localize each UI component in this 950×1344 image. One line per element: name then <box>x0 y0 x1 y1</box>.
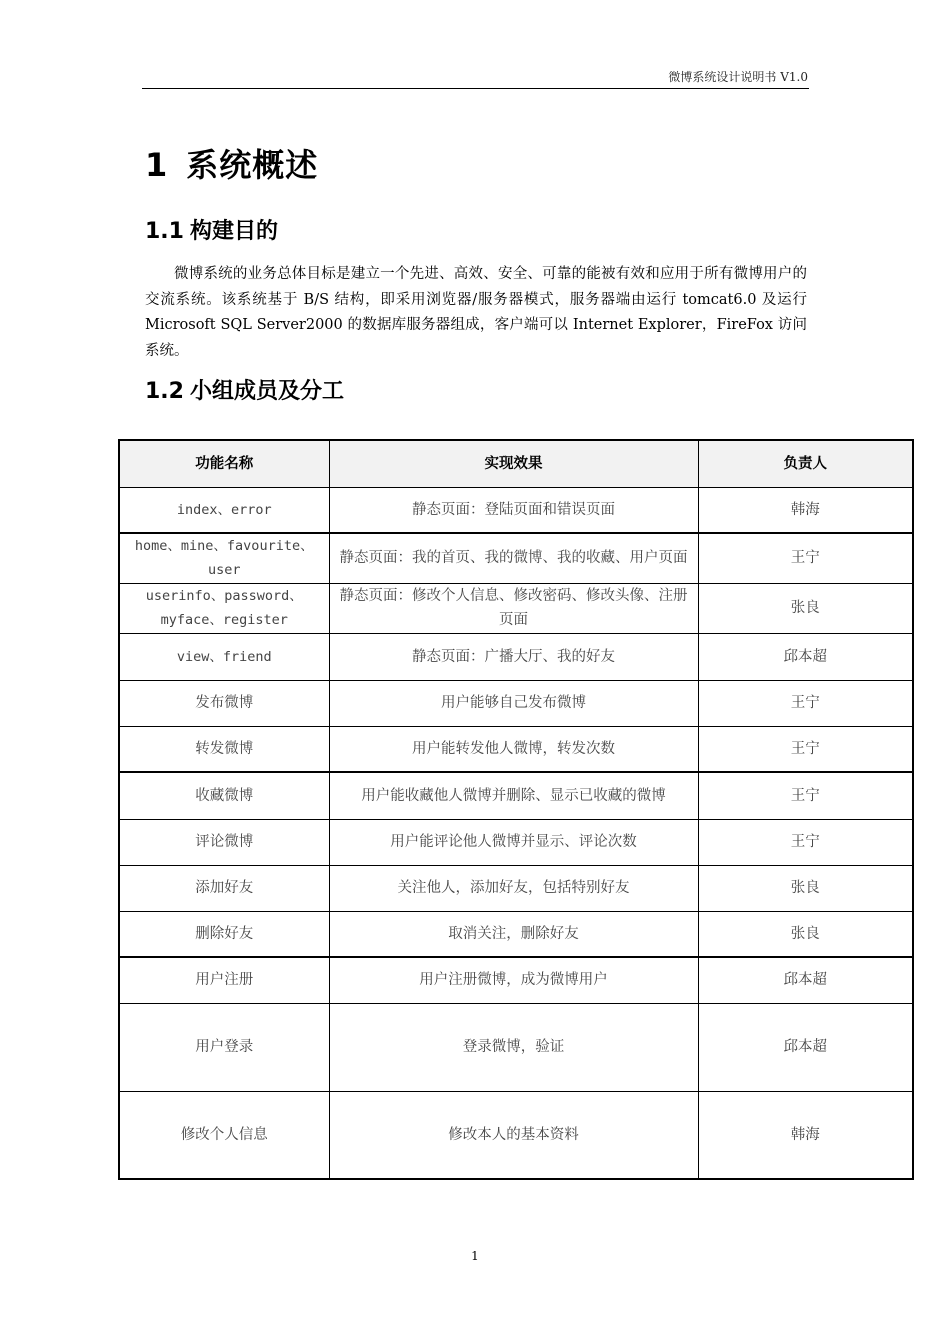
function-cell: 添加好友 <box>119 865 329 911</box>
function-cell: 转发微博 <box>119 726 329 772</box>
purpose-paragraph: 微博系统的业务总体目标是建立一个先进、高效、安全、可靠的能被有效和应用于所有微博用户的交流系统。该系统基于 B/S 结构，即采用浏览器/服务器模式，服务器端由运行 tomcat6.0 及运行 Microsoft SQL Server2000 的数据库服务器组成，客户端可以 Internet Explorer，FireFox 访问系统。 <box>145 266 807 359</box>
subsection-title: 构建目的 <box>189 219 278 244</box>
effect-cell: 用户能转发他人微博，转发次数 <box>329 726 698 772</box>
table-row <box>119 680 913 726</box>
table-row <box>119 911 913 957</box>
owner-cell: 邱本超 <box>698 633 913 680</box>
table-row <box>119 533 913 583</box>
function-cell: 评论微博 <box>119 819 329 865</box>
column-header-function: 功能名称 <box>119 440 329 487</box>
owner-cell: 张良 <box>698 583 913 633</box>
section-number: 1 <box>145 146 169 184</box>
effect-cell: 修改本人的基本资料 <box>329 1091 698 1179</box>
function-cell: 发布微博 <box>119 680 329 726</box>
running-header: 微博系统设计说明书 V1.0 <box>668 70 808 84</box>
section-title: 系统概述 <box>186 146 319 184</box>
owner-cell: 王宁 <box>698 819 913 865</box>
owner-cell: 韩海 <box>698 487 913 533</box>
table-row <box>119 487 913 533</box>
team-members-table <box>118 439 914 1180</box>
table-row <box>119 819 913 865</box>
function-cell: userinfo、password、myface、register <box>119 583 329 633</box>
effect-cell: 静态页面：修改个人信息、修改密码、修改头像、注册页面 <box>329 583 698 633</box>
table-row <box>119 772 913 819</box>
column-header-owner: 负责人 <box>698 440 913 487</box>
subsection-number: 1.2 <box>145 379 184 404</box>
function-cell: view、friend <box>119 633 329 680</box>
owner-cell: 王宁 <box>698 772 913 819</box>
function-cell: 用户注册 <box>119 957 329 1003</box>
function-cell: 修改个人信息 <box>119 1091 329 1179</box>
effect-cell: 用户注册微博，成为微博用户 <box>329 957 698 1003</box>
effect-cell: 取消关注，删除好友 <box>329 911 698 957</box>
function-cell: 删除好友 <box>119 911 329 957</box>
function-cell: 用户登录 <box>119 1003 329 1091</box>
function-cell: home、mine、favourite、user <box>119 533 329 583</box>
owner-cell: 张良 <box>698 911 913 957</box>
column-header-effect: 实现效果 <box>329 440 698 487</box>
subsection-number: 1.1 <box>145 219 184 244</box>
table-row <box>119 583 913 633</box>
effect-cell: 登录微博，验证 <box>329 1003 698 1091</box>
page-number: 1 <box>471 1249 479 1263</box>
table-row <box>119 1091 913 1179</box>
effect-cell: 静态页面：我的首页、我的微博、我的收藏、用户页面 <box>329 533 698 583</box>
subsection-heading-1-1 <box>145 214 278 245</box>
table-row <box>119 726 913 772</box>
section-heading-1 <box>145 140 318 186</box>
effect-cell: 用户能收藏他人微博并删除、显示已收藏的微博 <box>329 772 698 819</box>
table-row <box>119 865 913 911</box>
header-rule <box>142 88 809 89</box>
effect-cell: 用户能够自己发布微博 <box>329 680 698 726</box>
owner-cell: 王宁 <box>698 680 913 726</box>
effect-cell: 静态页面：登陆页面和错误页面 <box>329 487 698 533</box>
effect-cell: 静态页面：广播大厅、我的好友 <box>329 633 698 680</box>
table-row <box>119 633 913 680</box>
owner-cell: 王宁 <box>698 726 913 772</box>
owner-cell: 邱本超 <box>698 957 913 1003</box>
effect-cell: 用户能评论他人微博并显示、评论次数 <box>329 819 698 865</box>
function-cell: 收藏微博 <box>119 772 329 819</box>
owner-cell: 韩海 <box>698 1091 913 1179</box>
function-cell: index、error <box>119 487 329 533</box>
table-row <box>119 1003 913 1091</box>
owner-cell: 王宁 <box>698 533 913 583</box>
table-row <box>119 957 913 1003</box>
owner-cell: 张良 <box>698 865 913 911</box>
subsection-heading-1-2 <box>145 374 344 405</box>
subsection-title: 小组成员及分工 <box>189 379 344 404</box>
owner-cell: 邱本超 <box>698 1003 913 1091</box>
effect-cell: 关注他人，添加好友，包括特别好友 <box>329 865 698 911</box>
